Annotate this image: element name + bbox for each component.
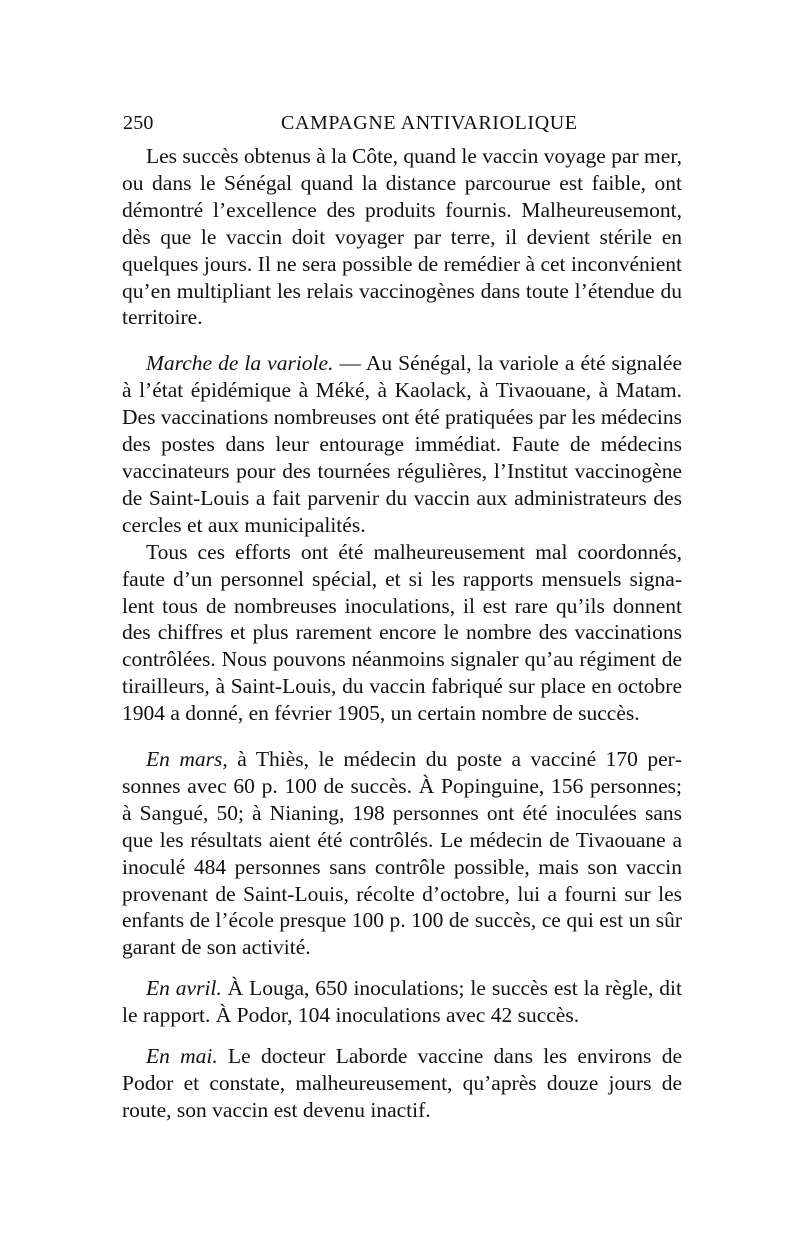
paragraph-lead: Marche de la variole. bbox=[146, 351, 334, 376]
paragraph-efforts bbox=[122, 539, 682, 727]
paragraph-lead: En mai. bbox=[146, 1044, 218, 1069]
paragraph-lead: En avril. bbox=[146, 976, 222, 1001]
paragraph-vaccine-results bbox=[122, 143, 682, 331]
paragraph-en-mars bbox=[122, 746, 682, 961]
paragraph-text: à Thiès, le médecin du poste a vacciné 170 personnes avec 60 p. 100 de succès. À Popinguine, 156 personnes; à Sangué, 50; à Nianing, 198 personnes ont été inoculées sans que les résultats aient été contrôlés. Le médecin de Tivaouane a inoculé 484 personnes sans contrôle possible, mais son vaccin provenant de Saint-Louis, récolte d’octobre, lui a fourni sur les enfants de l’école presque 100 p. 100 de succès, ce qui est un sûr garant de son activité. bbox=[122, 747, 682, 960]
paragraph-text: Tous ces efforts ont été malheureusement mal coordonnés, faute d’un personnel spécial, et si les rapports mensuels signalent tous de nombreuses inoculations, il est rare qu’ils donnent des chiffres et plus rarement encore le nombre des vaccinations contrôlées. Nous pouvons néanmoins signaler qu’au régiment de tirailleurs, à Saint-Louis, du vaccin fabriqué sur place en octobre 1904 a donné, en février 1905, un certain nombre de succès. bbox=[122, 539, 682, 726]
paragraph-text: — Au Sénégal, la variole a été signalée à l’état épidémique à Méké, à Kaolack, à Tivaouane, à Matam. Des vaccinations nombreuses ont été pratiquées par les médecins des postes dans leur entourage immédiat. Faute de médecins vaccinateurs pour des tournées régulières, l’Institut vaccinogène de Saint-Louis a fait parvenir du vaccin aux administrateurs des cercles et aux municipalités. bbox=[122, 351, 683, 537]
body-text bbox=[122, 143, 682, 1124]
paragraph-en-avril bbox=[122, 975, 682, 1029]
paragraph-lead: En mars, bbox=[146, 747, 228, 772]
paragraph-en-mai bbox=[122, 1043, 682, 1124]
paragraph-text: Le docteur Laborde vaccine dans les environs de Podor et constate, malheureusement, qu’après douze jours de route, son vaccin est devenu inactif. bbox=[122, 1044, 682, 1122]
paragraph-marche-variole bbox=[122, 350, 682, 538]
paragraph-text: À Louga, 650 inoculations; le succès est la règle, dit le rapport. À Podor, 104 inoculations avec 42 succès. bbox=[122, 976, 682, 1028]
page-number: 250 bbox=[123, 112, 154, 134]
paragraph-text: Les succès obtenus à la Côte, quand le vaccin voyage par mer, ou dans le Sénégal quand la distance parcourue est faible, ont démontré l’excellence des produits fournis. Malheureusemont, dès que le vaccin doit voyager par terre, il devient stérile en quelques jours. Il ne sera possible de remédier à cet inconvénient qu’en multipliant les relais vaccinogènes dans toute l’étendue du territoire. bbox=[122, 144, 682, 330]
running-head bbox=[123, 112, 683, 138]
running-title: CAMPAGNE ANTIVARIOLIQUE bbox=[281, 112, 578, 134]
